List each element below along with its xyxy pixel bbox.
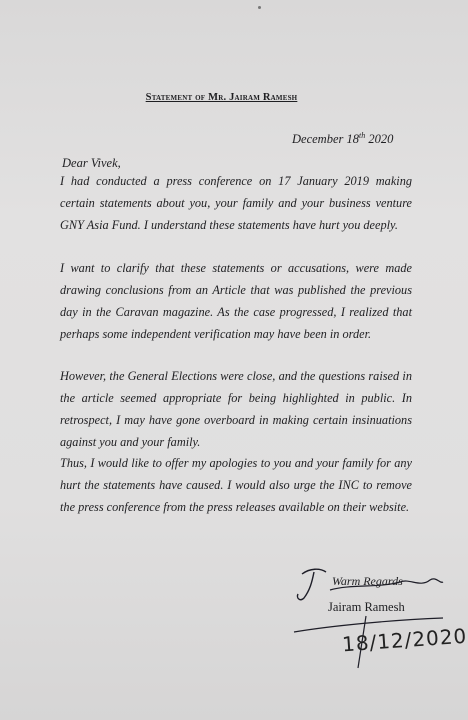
signature-block	[290, 560, 468, 720]
paragraph-2: I want to clarify that these statements or accusations, were made drawing conclusions from an Article that was published the previous day in the Caravan magazine. As the case progressed, I realized that perhaps some independent verification may have been in order.	[60, 261, 412, 341]
paper-speck	[258, 6, 261, 9]
letter-date	[292, 131, 393, 147]
paragraph-1: I had conducted a press conference on 17 January 2019 making certain statements about you, your family and your business venture GNY Asia Fund. I understand these statements have hurt you deeply.	[60, 174, 412, 232]
date-year: 2020	[365, 132, 394, 147]
paragraph-3: However, the General Elections were close, and the questions raised in the article seemed appropriate for being highlighted in public. In retrospect, I may have gone overboard in making certain insinuations against you and your family.	[60, 369, 412, 449]
paragraph-4: Thus, I would like to offer my apologies to you and your family for any hurt the statements have caused. I would also urge the INC to remove the press conference from the press releases available on their website.	[60, 456, 412, 514]
signer-name: Jairam Ramesh	[328, 600, 405, 614]
handwritten-date: 18/12/2020	[341, 623, 468, 657]
closing-text: Warm Regards	[332, 574, 403, 588]
document-title: Statement of Mr. Jairam Ramesh	[145, 92, 298, 103]
date-month-day: December 18	[292, 132, 359, 147]
date-suffix: th	[359, 131, 366, 140]
salutation: Dear Vivek,	[62, 156, 121, 170]
